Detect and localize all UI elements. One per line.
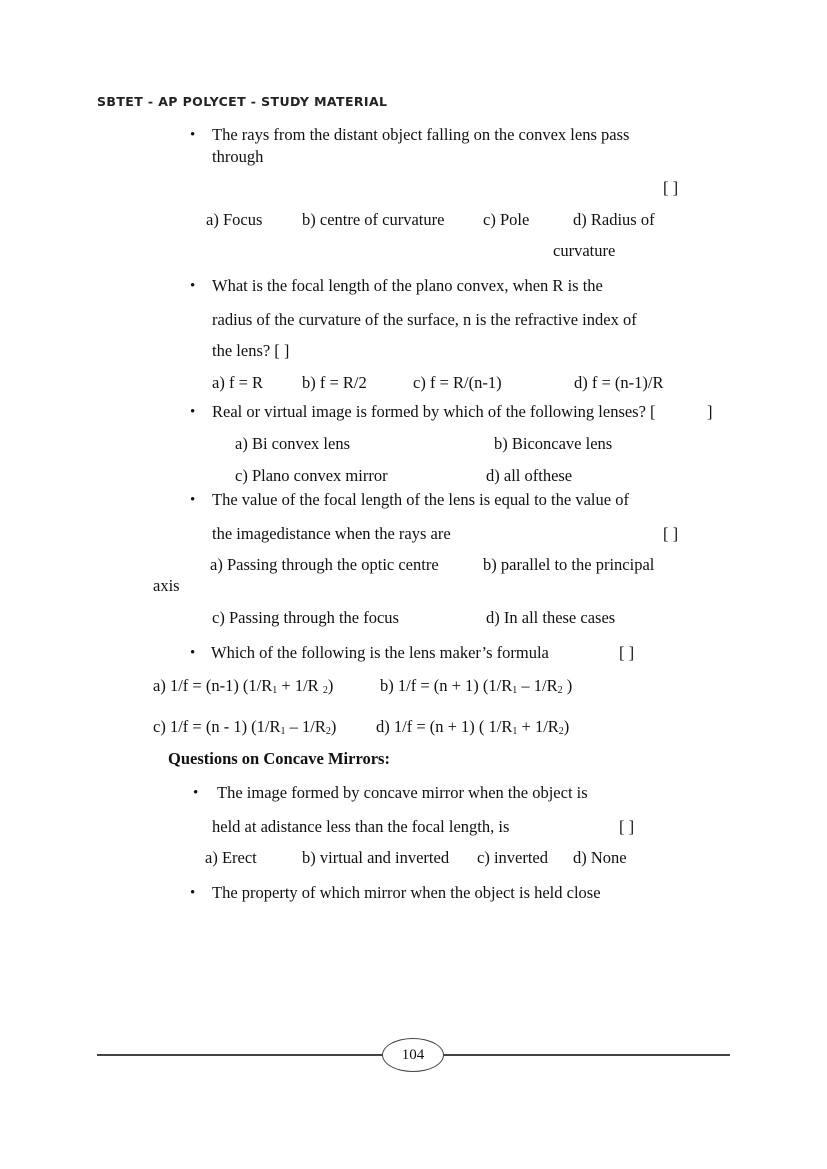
question-2-line-2: radius of the curvature of the surface, n is the refractive index of [212,310,637,329]
question-1-line-1: The rays from the distant object falling on the convex lens pass [212,125,630,144]
bullet: • [190,885,196,901]
option-d: d) Radius of [573,210,655,229]
question-2-line-1: What is the focal length of the plano convex, when R is the [212,276,603,295]
option-a: a) Passing through the optic centre [210,555,439,574]
option-c: c) 1/f = (n - 1) $(1/R_1 - 1/R_2)$ [153,717,337,737]
option-b: b) parallel to the principal [483,555,655,574]
option-b: b) f = R/2 [302,373,367,392]
option-a: a) f = R [212,373,263,392]
answer-blank-close: ] [707,402,713,421]
answer-blank: [ ] [663,524,679,543]
question-4-line-2: the imagedistance when the rays are [212,524,451,543]
bullet: • [190,645,196,661]
option-a: a) Focus [206,210,263,229]
option-a: a) Erect [205,848,257,867]
option-c: c) Passing through the focus [212,608,399,627]
option-d-cont: curvature [553,241,616,260]
option-b: b) virtual and inverted [302,848,450,867]
footer-rule-left [97,1054,383,1056]
concave-question-2-line-1: The property of which mirror when the object is held close [212,883,601,902]
question-4-line-1: The value of the focal length of the lens is equal to the value of [212,490,629,509]
option-a: a) Bi convex lens [235,434,351,453]
section-heading: Questions on Concave Mirrors: [168,749,390,768]
option-d: d) f = (n-1)/R [574,373,664,392]
answer-blank: [ ] [619,643,635,662]
option-d: d) In all these cases [486,608,616,627]
page-header: SBTET - AP POLYCET - STUDY MATERIAL [97,94,388,109]
bullet: • [190,127,196,143]
option-b-cont: axis [153,576,180,595]
option-d: d) all ofthese [486,466,573,485]
question-1-line-2: through [212,147,264,166]
question-3-line-1: Real or virtual image is formed by which of the following lenses? [ [212,402,656,421]
footer-rule-right [442,1054,730,1056]
question-5-line-1: Which of the following is the lens maker’s formula [211,643,549,662]
concave-question-1-line-1: The image formed by concave mirror when the object is [217,783,588,802]
bullet: • [190,492,196,508]
bullet: • [190,404,196,420]
option-a: a) 1/f = (n-1) ($1/R_1 + 1/R$ $_2$) [153,676,334,696]
bullet: • [190,278,196,294]
option-d: d) None [573,848,627,867]
option-c: c) inverted [477,848,549,867]
concave-question-1-line-2: held at adistance less than the focal length, is [212,817,510,836]
bullet: • [193,785,199,801]
option-b: b) Biconcave lens [494,434,613,453]
answer-blank: [ ] [619,817,635,836]
answer-blank: [ ] [663,178,679,197]
option-c: c) Plano convex mirror [235,466,388,485]
page-number: 104 [382,1038,444,1072]
option-c: c) f = R/(n-1) [413,373,502,392]
option-b: b) centre of curvature [302,210,445,229]
option-b: b) 1/f = (n + 1) ($1/R_1 - 1/R_2$ ) [380,676,573,696]
question-2-line-3: the lens? [ ] [212,341,290,360]
option-c: c) Pole [483,210,530,229]
option-d: d) 1/f = (n + 1) ( $1/R_1 + 1/R_2$) [376,717,570,737]
